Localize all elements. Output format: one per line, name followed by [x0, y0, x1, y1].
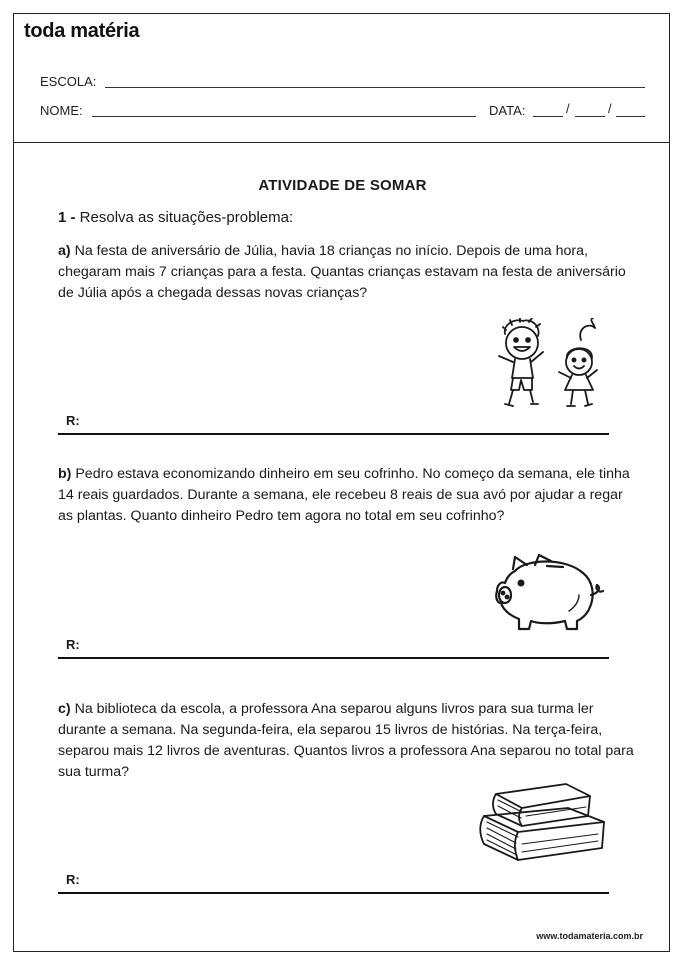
school-label: ESCOLA: — [40, 74, 97, 89]
brand-logo: toda matéria — [24, 20, 140, 42]
piggy-bank-icon — [495, 553, 605, 635]
name-field-line — [92, 116, 476, 117]
date-day-line — [533, 116, 563, 117]
question-text: Na biblioteca da escola, a professora Ana separou alguns livros para sua turma ler durante a semana. Na segunda-feira, ela separou 15 livros de histórias. Na terça-feira, separou mais 12 livros de aventuras. Quantos livros a professora Ana separou no total para sua turma? — [58, 701, 634, 780]
footer-url: www.todamateria.com.br — [536, 931, 643, 941]
question-c — [58, 699, 638, 783]
school-field-line — [105, 87, 645, 88]
question-text: Pedro estava economizando dinheiro em seu cofrinho. No começo da semana, ele tinha 14 reais guardados. Durante a semana, ele recebeu 8 reais de sua avó por ajudar a regar as plantas. Quanto dinheiro Pedro tem agora no total em seu cofrinho? — [58, 466, 630, 524]
answer-line-c[interactable] — [58, 870, 609, 894]
question-letter: c) — [58, 701, 71, 717]
name-label: NOME: — [40, 103, 83, 118]
page-title: ATIVIDADE DE SOMAR — [258, 177, 427, 194]
date-month-line — [575, 116, 605, 117]
answer-label: R: — [66, 872, 80, 887]
answer-line-b[interactable] — [58, 635, 609, 659]
date-year-line — [616, 116, 645, 117]
children-icon — [493, 318, 608, 414]
question-letter: b) — [58, 466, 72, 482]
answer-label: R: — [66, 637, 80, 652]
exercise-instruction: Resolva as situações-problema: — [75, 209, 294, 226]
date-label: DATA: — [489, 103, 526, 118]
exercise-number: 1 - — [58, 209, 76, 226]
answer-label: R: — [66, 413, 80, 428]
question-b — [58, 464, 638, 527]
answer-line-a[interactable] — [58, 411, 609, 435]
question-a — [58, 241, 638, 304]
exercise-intro — [58, 209, 293, 226]
question-letter: a) — [58, 243, 71, 259]
question-text: Na festa de aniversário de Júlia, havia 18 crianças no início. Depois de uma hora, chegaram mais 7 crianças para a festa. Quantas crianças estavam na festa de aniversário de Júlia após a chegada dessas novas crianças? — [58, 243, 626, 301]
date-separator: / — [566, 101, 570, 116]
date-separator: / — [608, 101, 612, 116]
books-icon — [478, 782, 608, 864]
